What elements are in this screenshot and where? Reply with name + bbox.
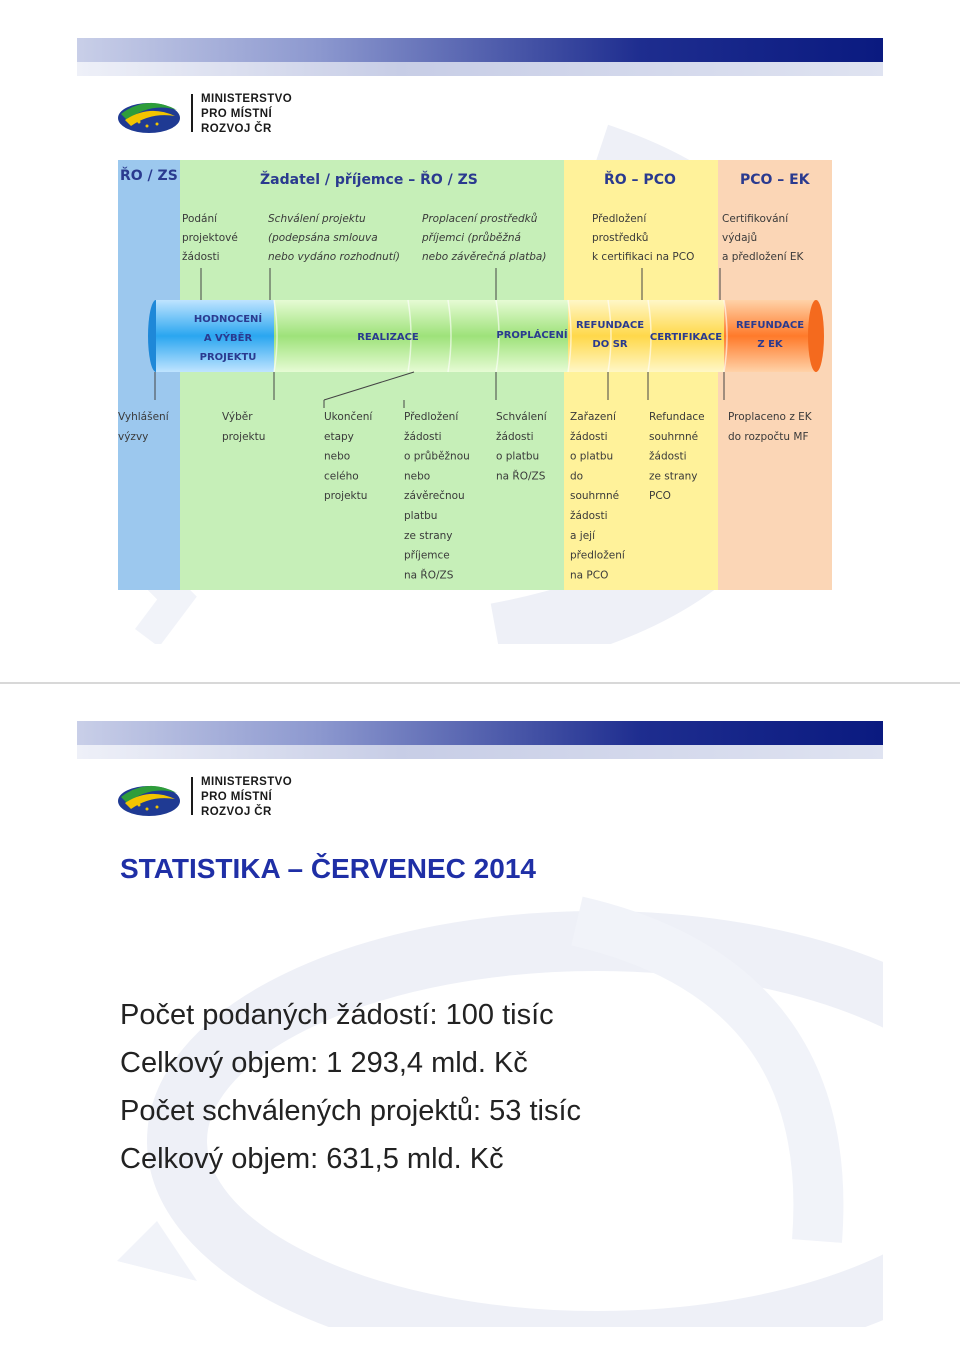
phase-label: REFUNDACE DO SR [575, 320, 645, 350]
column-header-zadatel: Žadatel / příjemce – ŘO / ZS [260, 172, 478, 188]
logo-line-3: ROZVOJ ČR [201, 123, 272, 135]
stats-line: Počet schválených projektů: 53 tisíc [120, 1095, 582, 1127]
column-header-ro-pco: ŘO – PCO [604, 172, 676, 188]
process-diagram [118, 160, 832, 590]
top-label: Podání projektové žádosti [182, 213, 238, 263]
bottom-label: Schválení žádosti o platbu na ŘO/ZS [496, 411, 547, 483]
logo-line-1: MINISTERSTVO [201, 93, 293, 105]
phase-refundace-ek [724, 300, 816, 372]
bottom-label: Ukončení etapy nebo celého projektu [324, 411, 373, 503]
column-ro-zs [118, 160, 180, 590]
stats-title: STATISTIKA – ČERVENEC 2014 [120, 853, 536, 884]
logo-divider [191, 94, 193, 132]
ministry-name [201, 775, 292, 820]
top-label: Předložení prostředků k certifikaci na PCO [592, 213, 695, 263]
bottom-label: Refundace souhrnné žádosti ze strany PCO [649, 411, 705, 503]
column-header-pco-ek: PCO – EK [740, 172, 810, 188]
stats-list [120, 991, 581, 1183]
bottom-label: Vyhlášení výzvy [118, 411, 169, 443]
column-header-ro-zs: ŘO / ZS [120, 168, 178, 184]
bottom-label: Výběr projektu [222, 411, 266, 443]
logo-line-3: ROZVOJ ČR [201, 806, 272, 818]
phase-refundace-sr [568, 300, 648, 372]
logo-line-1: MINISTERSTVO [201, 776, 293, 788]
logo-line-2: PRO MÍSTNÍ [201, 108, 273, 120]
phase-label: CERTIFIKACE [649, 332, 723, 343]
top-label: Schválení projektu (podepsána smlouva nebo vydáno rozhodnutí) [268, 213, 400, 263]
ministry-name [201, 92, 292, 137]
phase-label: REALIZACE [357, 332, 419, 343]
stats-line: Celkový objem: 631,5 mld. Kč [120, 1143, 504, 1175]
top-label: Certifikování výdajů a předložení EK [722, 213, 804, 263]
bottom-label: Předložení žádosti o průběžnou nebo závěrečnou platbu ze strany příjemce na ŘO/ZS [404, 411, 470, 582]
page-separator [0, 682, 960, 684]
slide-2 [77, 721, 883, 1327]
logo-line-2: PRO MÍSTNÍ [201, 791, 273, 803]
phase-label: PROPLÁCENÍ [496, 330, 568, 341]
slide-1 [77, 38, 883, 644]
top-label: Proplacení prostředků příjemci (průběžná nebo závěrečná platba) [422, 213, 547, 263]
bottom-label: Zařazení žádosti o platbu do souhrnné žádosti a její předložení na PCO [570, 411, 625, 582]
bottom-label: Proplaceno z EK do rozpočtu MF [728, 411, 812, 443]
phase-label: REFUNDACE Z EK [735, 320, 805, 350]
logo-divider [191, 777, 193, 815]
stats-line: Počet podaných žádostí: 100 tisíc [120, 999, 554, 1031]
stats-line: Celkový objem: 1 293,4 mld. Kč [120, 1047, 528, 1079]
phase-label: HODNOCENÍ A VÝBĚR PROJEKTU [193, 314, 263, 363]
